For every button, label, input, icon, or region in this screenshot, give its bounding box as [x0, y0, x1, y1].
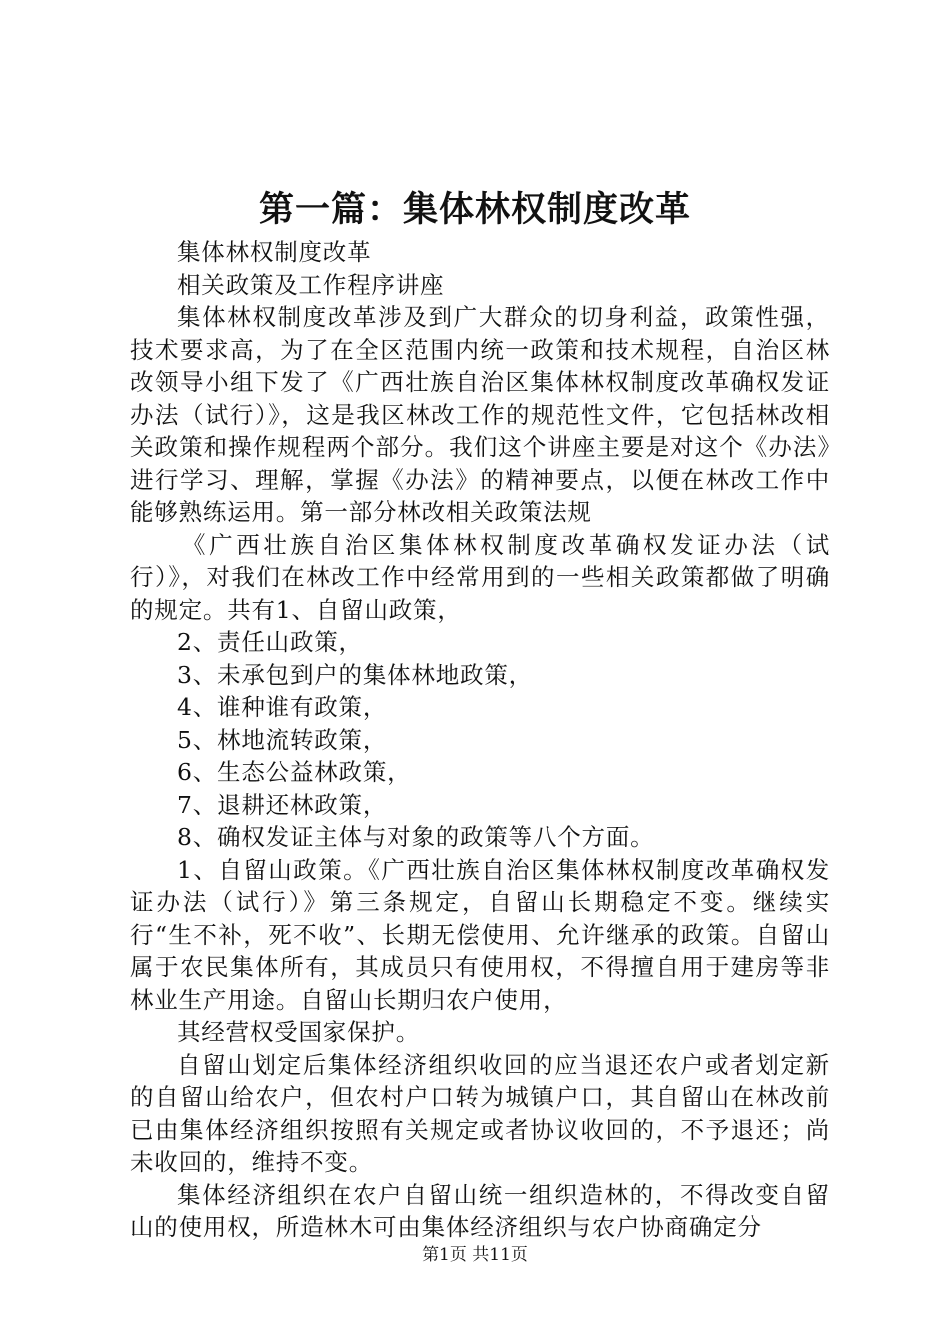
paragraph: 《广西壮族自治区集体林权制度改革确权发证办法（试行）》，对我们在林改工作中经常用到的一些相关政策都做了明确的规定。共有1、自留山政策，	[130, 530, 830, 624]
list-item: 3、未承包到户的集体林地政策，	[177, 660, 533, 689]
page-footer: 第1页 共11页	[422, 1245, 528, 1265]
paragraph: 其经营权受国家保护。	[177, 1018, 420, 1046]
paragraph: 1、自留山政策。《广西壮族自治区集体林权制度改革确权发证办法（试行）》第三条规定，自留山长期稳定不变。继续实行“生不补，死不收”、长期无偿使用、允许继承的政策。自留山属于农民集体所有，其成员只有使用权，不得擅自用于建房等非林业生产用途。自留山长期归农户使用，	[130, 855, 830, 1014]
paragraph: 自留山划定后集体经济组织收回的应当退还农户或者划定新的自留山给农户，但农村户口转为城镇户口，其自留山在林改前已由集体经济组织按照有关规定或者协议收回的，不予退还；尚未收回的，维持不变。	[130, 1050, 830, 1176]
list-item: 7、退耕还林政策，	[177, 790, 388, 819]
document-title: 第一篇：集体林权制度改革	[258, 189, 691, 230]
paragraph: 集体经济组织在农户自留山统一组织造林的，不得改变自留山的使用权，所造林木可由集体经济组织与农户协商确定分	[130, 1180, 830, 1241]
list-item: 2、责任山政策，	[177, 628, 363, 656]
paragraph: 集体林权制度改革涉及到广大群众的切身利益，政策性强，技术要求高，为了在全区范围内统一政策和技术规程，自治区林改领导小组下发了《广西壮族自治区集体林权制度改革确权发证办法（试行）》，这是我区林改工作的规范性文件，它包括林改相关政策和操作规程两个部分。我们这个讲座主要是对这个《办法》进行学习、理解，掌握《办法》的精神要点，以便在林改工作中能够熟练运用。第一部分林改相关政策法规	[130, 303, 830, 526]
list-item: 4、谁种谁有政策，	[177, 693, 388, 721]
list-item: 8、确权发证主体与对象的政策等八个方面。	[177, 823, 655, 851]
list-item: 6、生态公益林政策，	[177, 758, 412, 786]
document-body	[130, 236, 830, 1244]
paragraph: 集体林权制度改革	[177, 238, 372, 266]
list-item: 5、林地流转政策，	[177, 725, 388, 754]
paragraph: 相关政策及工作程序讲座	[177, 270, 445, 299]
